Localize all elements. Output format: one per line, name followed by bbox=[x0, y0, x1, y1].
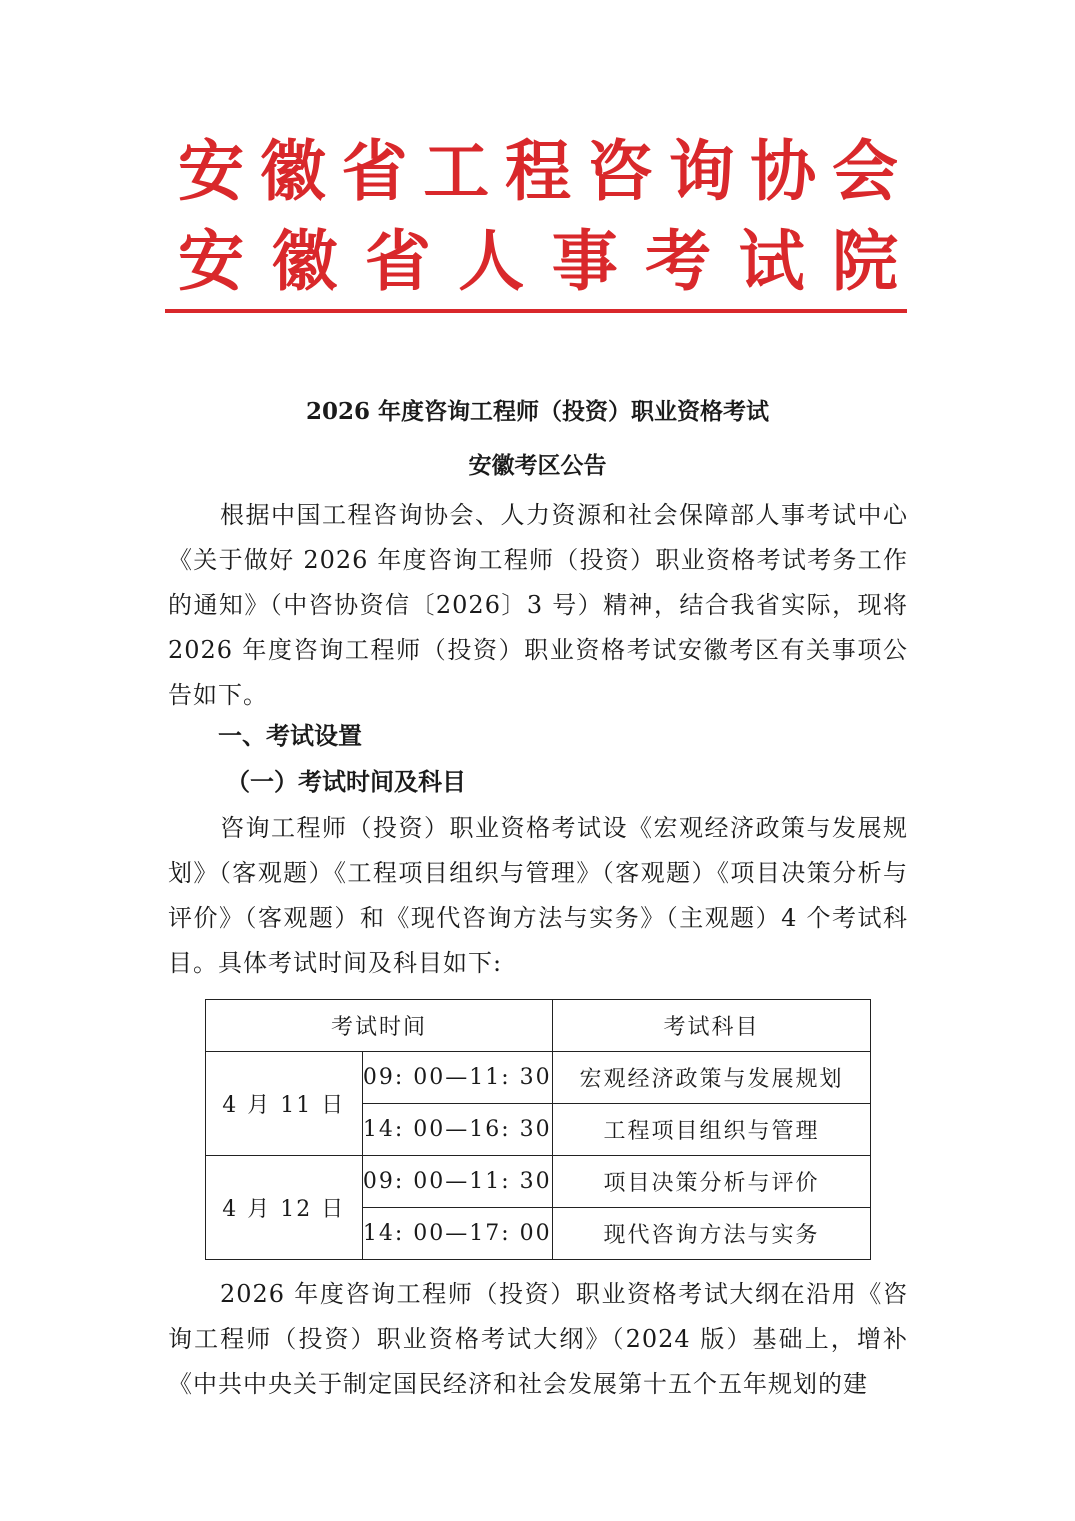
letterhead-org-2: 安徽省人事考试院 bbox=[178, 223, 898, 300]
letterhead-red-rule bbox=[165, 309, 907, 313]
header-exam-subject: 考试科目 bbox=[553, 1000, 871, 1052]
section-heading-exam-setup: 一、考试设置 bbox=[218, 722, 362, 750]
table-row bbox=[206, 1156, 871, 1208]
subsection-heading-time-subjects: （一）考试时间及科目 bbox=[226, 768, 466, 796]
exam-subject-cell: 工程项目组织与管理 bbox=[553, 1104, 871, 1156]
exam-time-cell: 14: 00—17: 00 bbox=[362, 1208, 552, 1260]
table-header-row bbox=[206, 1000, 871, 1052]
document-subtitle: 安徽考区公告 bbox=[468, 452, 607, 479]
document-title: 2026 年度咨询工程师（投资）职业资格考试 bbox=[305, 398, 770, 425]
exam-date-cell: 4 月 12 日 bbox=[206, 1156, 363, 1260]
intro-paragraph: 根据中国工程咨询协会、人力资源和社会保障部人事考试中心《关于做好 2026 年度咨询工程师（投资）职业资格考试考务工作的通知》（中咨协资信〔2026〕3 号）精神，结合我省实际，现将 2026 年度咨询工程师（投资）职业资格考试安徽考区有关事项公告如下。 bbox=[168, 501, 908, 709]
subjects-paragraph: 咨询工程师（投资）职业资格考试设《宏观经济政策与发展规划》（客观题）《工程项目组织与管理》（客观题）《项目决策分析与评价》（客观题）和《现代咨询方法与实务》（主观题）4 个考试科目。具体考试时间及科目如下: bbox=[168, 814, 908, 977]
exam-subject-cell: 现代咨询方法与实务 bbox=[553, 1208, 871, 1260]
exam-time-cell: 09: 00—11: 30 bbox=[362, 1156, 552, 1208]
outline-paragraph: 2026 年度咨询工程师（投资）职业资格考试大纲在沿用《咨询工程师（投资）职业资格考试大纲》（2024 版）基础上，增补《中共中央关于制定国民经济和社会发展第十五个五年规划的建 bbox=[168, 1280, 908, 1398]
exam-time-cell: 14: 00—16: 30 bbox=[362, 1104, 552, 1156]
header-exam-time: 考试时间 bbox=[206, 1000, 553, 1052]
exam-subject-cell: 宏观经济政策与发展规划 bbox=[553, 1052, 871, 1104]
letterhead-org-1: 安徽省工程咨询协会 bbox=[178, 133, 898, 210]
table-row bbox=[206, 1052, 871, 1104]
exam-schedule-table bbox=[205, 999, 871, 1260]
exam-time-cell: 09: 00—11: 30 bbox=[362, 1052, 552, 1104]
exam-subject-cell: 项目决策分析与评价 bbox=[553, 1156, 871, 1208]
exam-date-cell: 4 月 11 日 bbox=[206, 1052, 363, 1156]
